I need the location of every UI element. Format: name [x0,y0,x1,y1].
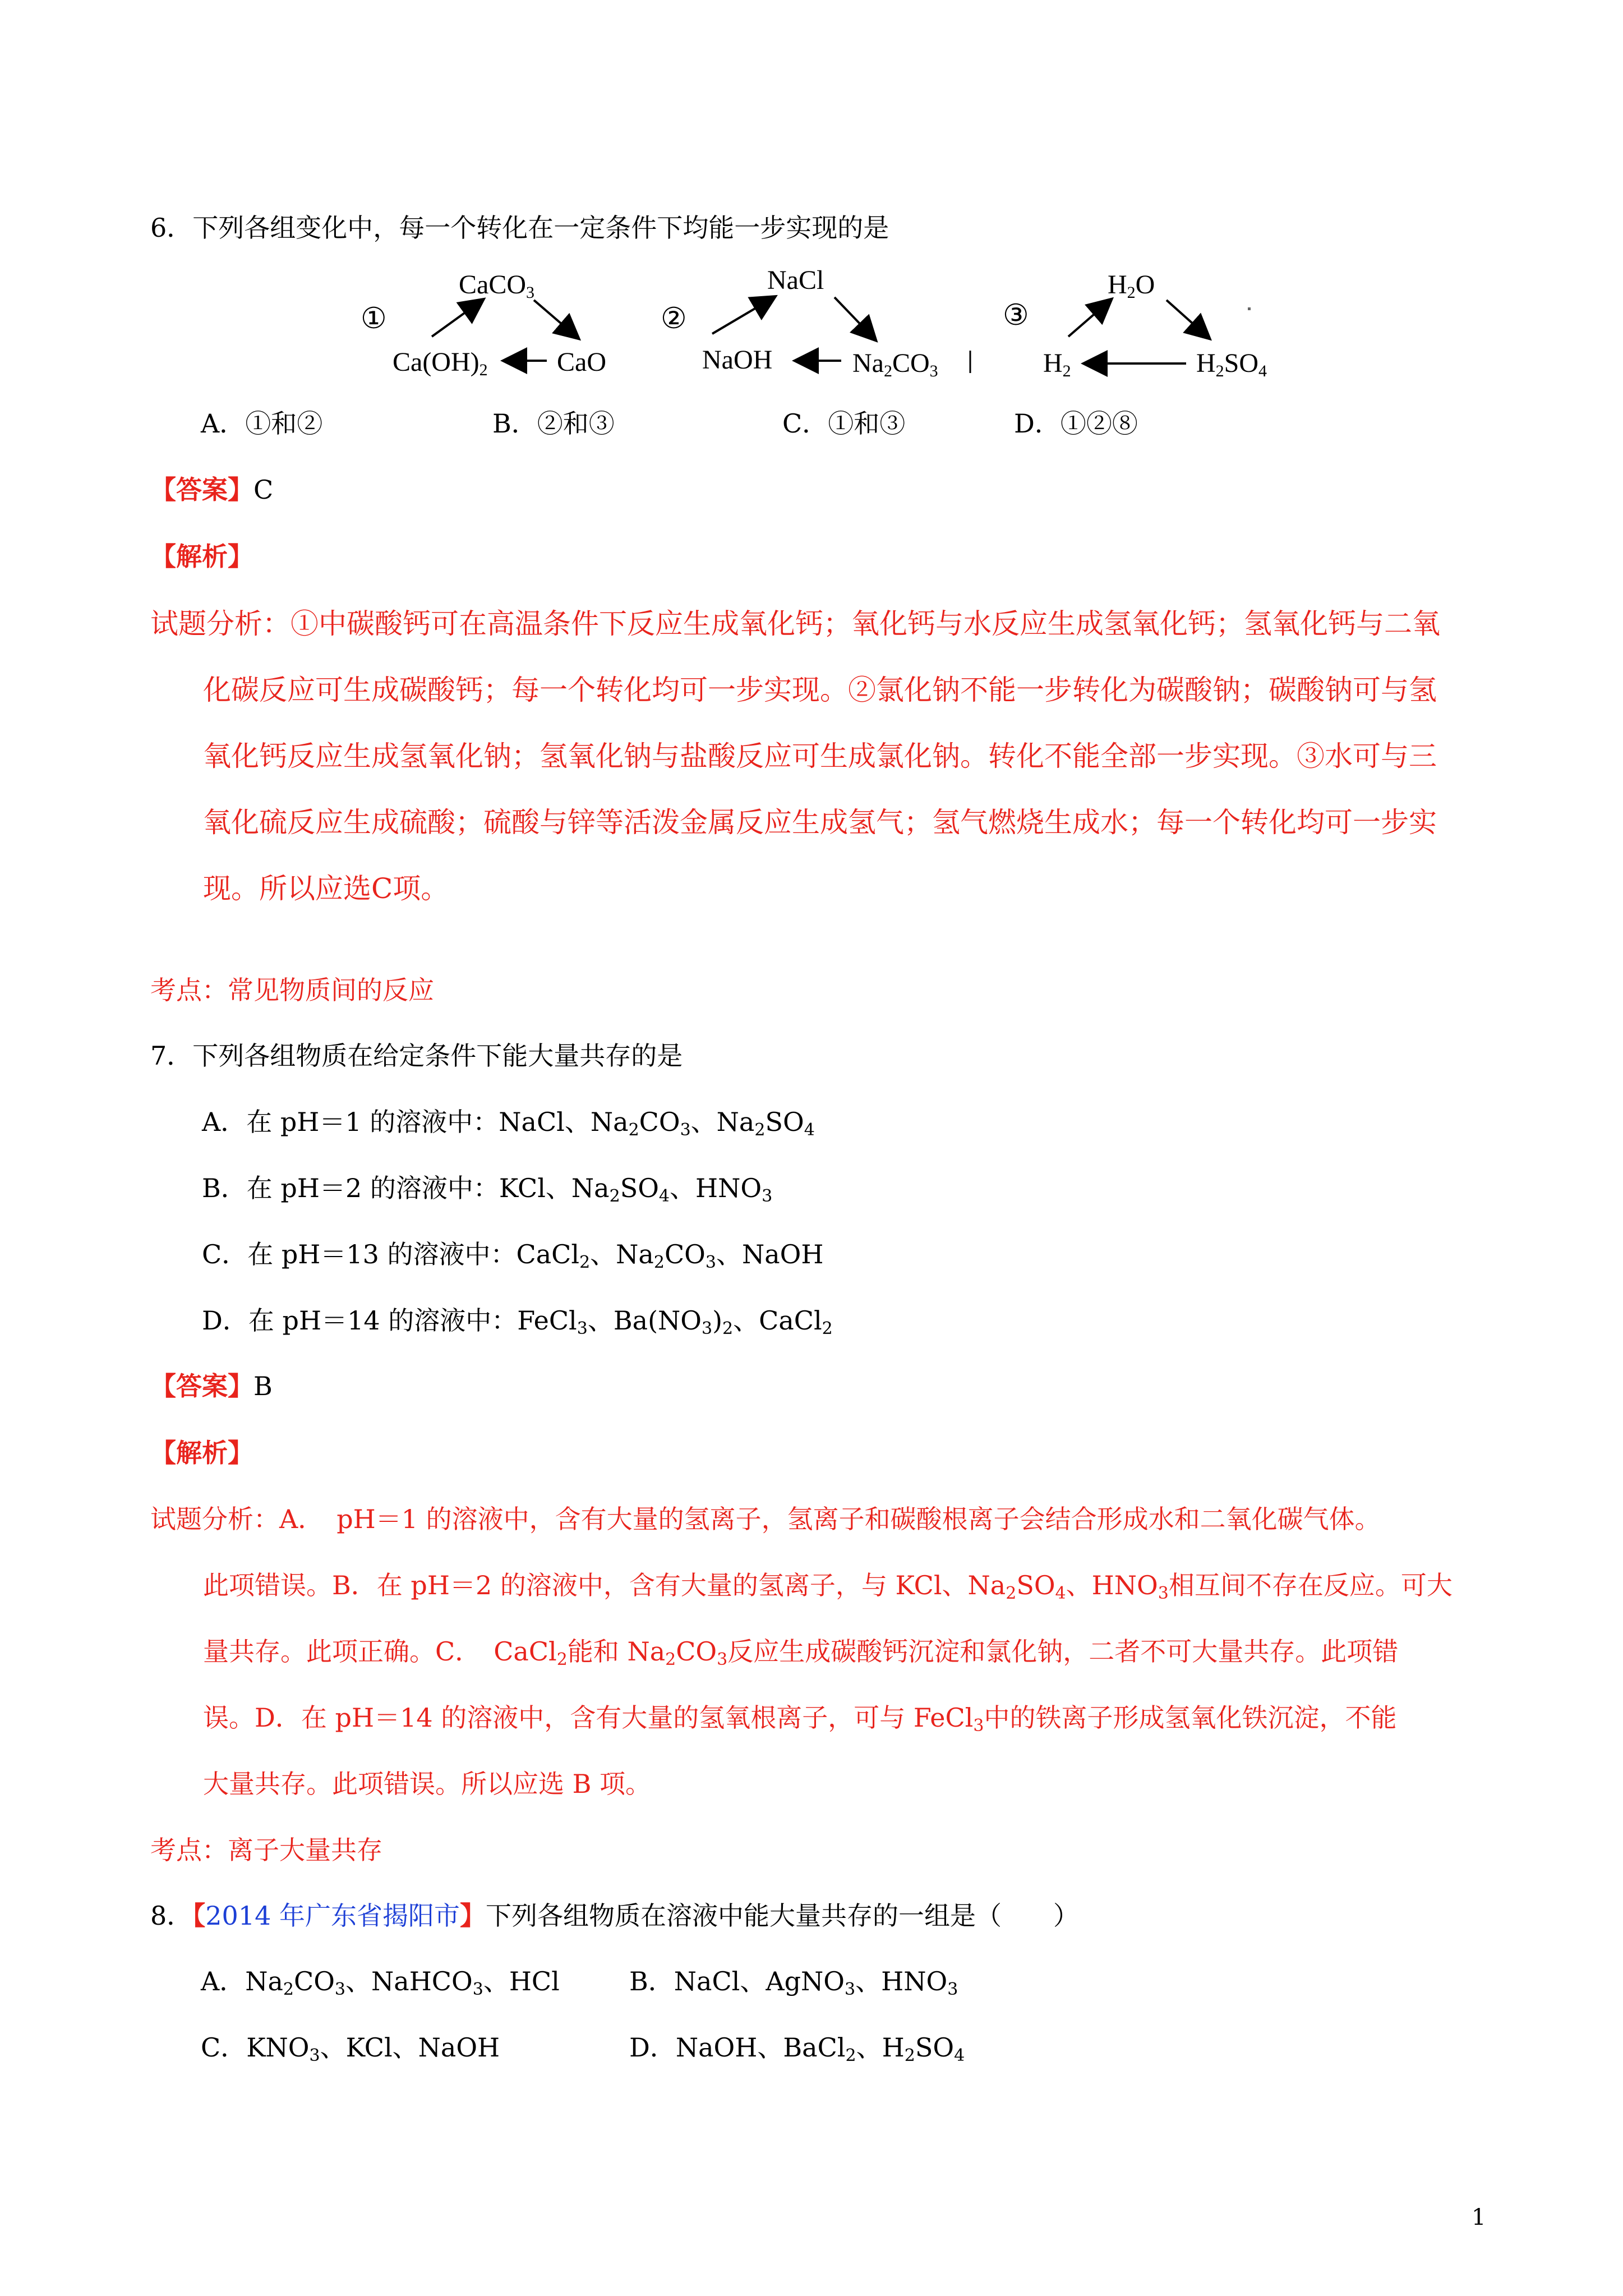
q8-stem: 8．【2014 年广东省揭阳市】下列各组物质在溶液中能大量共存的一组是（ ） [150,1901,1079,1931]
source-link: 2014 年广东省揭阳市 [205,1901,460,1931]
na2co3-label: $Na_2CO_3$ [852,348,938,380]
cao-label: CaO [557,347,606,377]
analysis-line: 氧化硫反应生成硫酸；硫酸与锌等活泼金属反应生成氢气；氢气燃烧生成水；每一个转化均可一步实 [203,806,1437,839]
group2-mark: ② [661,302,687,335]
h2-label: $H_2$ [1043,348,1071,380]
q6-stem: 6．下列各组变化中，每一个转化在一定条件下均能一步实现的是 [150,213,889,243]
answer-value: C [253,475,274,505]
analysis-line: 此项错误。B．在 pH＝2 的溶液中，含有大量的氢离子，与 KCl、$Na_2SO_4$、$HNO_3$相互间不存在反应。可大 [203,1570,1453,1603]
naoh-label: NaOH [702,345,773,375]
q8-option-d: D．NaOH、BaCl$_2$、$H_2SO_4$ [629,2032,965,2065]
q6-option-c: C．①和③ [782,408,906,439]
answer-value: B [253,1371,273,1401]
q6-option-b: B．②和③ [492,408,615,439]
h2so4-label: $H_2SO_4$ [1196,348,1267,380]
arrow-naoh-to-nacl [712,297,774,334]
q7-answer [150,1369,273,1403]
q7-option-c: C．在 pH＝13 的溶液中：CaCl$_2$、$Na_2CO_3$、NaOH [202,1239,824,1272]
arrow-h2-to-h2o [1068,300,1110,337]
q7-analysis-label: 【解析】 [150,1438,253,1468]
group1-mark: ① [361,302,387,335]
group3-mark: ③ [1003,298,1029,332]
nacl-label: NaCl [767,265,824,295]
caco3-label: CaCO$_3$ [459,270,534,302]
arrow-caco3-to-cao [534,300,578,338]
analysis-line: 误。D．在 pH＝14 的溶液中，含有大量的氢氧根离子，可与 FeCl$_3$中的铁离子形成氢氧化铁沉淀，不能 [203,1703,1397,1736]
analysis-line: 量共存。此项正确。C． CaCl$_2$能和 $Na_2CO_3$反应生成碳酸钙沉淀和氯化钠，二者不可大量共存。此项错 [203,1636,1399,1669]
answer-label: 【答案】 [150,1371,253,1401]
analysis-line: 试题分析：A． pH＝1 的溶液中，含有大量的氢离子，氢离子和碳酸根离子会结合形成水和二氧化碳气体。 [150,1504,1381,1534]
q7-stem: 7．下列各组物质在给定条件下能大量共存的是 [150,1041,683,1071]
diagram-arrows [0,0,1623,449]
analysis-line: 现。所以应选C项。 [203,872,449,905]
q6-answer [150,473,273,507]
q8-option-a: A．$Na_2CO_3$、NaHCO$_3$、HCl [201,1966,560,1999]
q6-option-d: D．①②⑧ [1014,408,1138,439]
q6-point: 考点：常见物质间的反应 [150,975,434,1005]
caoh2-label: $Ca(OH)_2$ [393,347,488,379]
q7-option-b: B．在 pH＝2 的溶液中：KCl、$Na_2SO_4$、$HNO_3$ [202,1173,773,1206]
arrow-h2o-to-h2so4 [1166,300,1209,338]
q6-analysis-label: 【解析】 [150,541,253,572]
analysis-line: 试题分析：①中碳酸钙可在高温条件下反应生成氧化钙；氧化钙与水反应生成氢氧化钙；氢氧化钙与二氧 [150,608,1440,640]
q8-option-b: B．NaCl、AgNO$_3$、$HNO_3$ [629,1966,958,1999]
answer-label: 【答案】 [150,475,253,505]
q7-point: 考点：离子大量共存 [150,1835,382,1865]
q6-option-a: A．①和② [201,408,323,439]
h2o-label: $H_2O$ [1108,270,1155,302]
analysis-line: 大量共存。此项错误。所以应选 B 项。 [203,1769,652,1799]
analysis-line: 氧化钙反应生成氢氧化钠；氢氧化钠与盐酸反应可生成氯化钠。转化不能全部一步实现。③水可与三 [203,740,1437,772]
page-number: 1 [1472,2205,1486,2230]
q8-option-c: C．$KNO_3$、KCl、NaOH [201,2032,500,2065]
analysis-line: 化碳反应可生成碳酸钙；每一个转化均可一步实现。②氯化钠不能一步转化为碳酸钠；碳酸钠可与氢 [203,674,1437,706]
arrow-caoh2-to-caco3 [432,300,482,337]
arrow-nacl-to-na2co3 [834,297,875,339]
q7-option-d: D．在 pH＝14 的溶液中：FeCl$_3$、$Ba(NO_3)_2$、CaCl$_2$ [202,1305,833,1338]
q7-option-a: A．在 pH＝1 的溶液中：NaCl、$Na_2CO_3$、$Na_2SO_4$ [202,1107,815,1140]
